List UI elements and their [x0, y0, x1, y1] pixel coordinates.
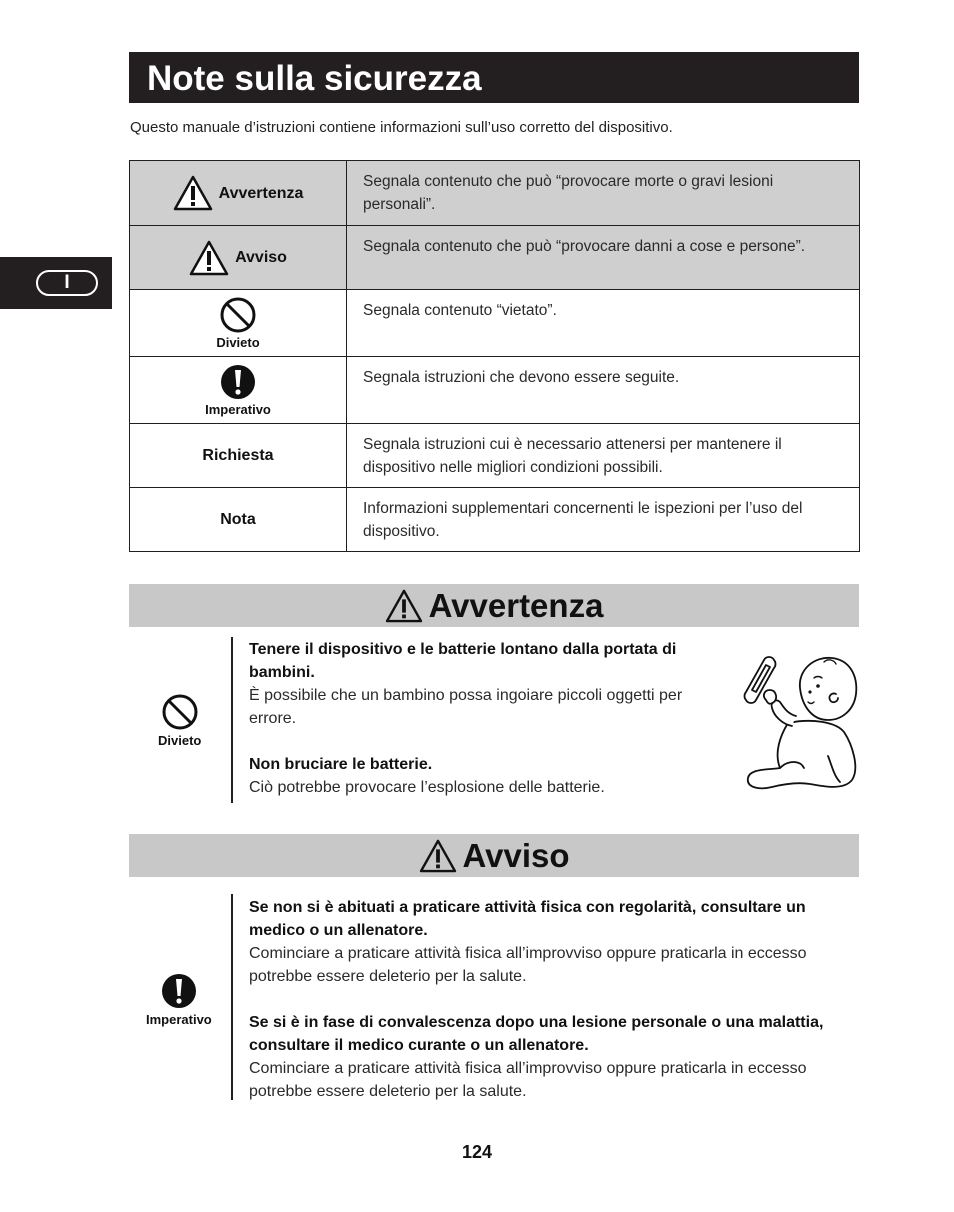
caution-item-body: Cominciare a praticare attività fisica all’improvviso oppure praticarla in eccesso potrebbe essere deleterio per la salute. — [249, 1060, 807, 1100]
legend-label: Nota — [130, 488, 347, 552]
intro-text: Questo manuale d’istruzioni contiene informazioni sull’uso corretto del dispositivo. — [130, 119, 673, 136]
prohibition-icon — [219, 296, 257, 334]
legend-label: Imperativo — [205, 402, 271, 417]
legend-description: Segnala contenuto che può “provocare morte o gravi lesioni personali”. — [347, 161, 860, 226]
page-number: 124 — [461, 1142, 493, 1162]
legend-row — [130, 226, 860, 290]
warning-triangle-icon — [385, 589, 423, 623]
symbol-legend-table — [129, 160, 860, 552]
language-tab — [0, 257, 112, 309]
warning-triangle-icon — [189, 240, 229, 276]
legend-row — [130, 488, 860, 552]
baby-with-device-illustration — [740, 648, 860, 793]
caution-section-heading — [129, 834, 859, 877]
divider — [231, 637, 233, 803]
legend-description: Segnala contenuto che può “provocare danni a cose e persone”. — [347, 226, 860, 290]
warning-triangle-icon — [173, 175, 213, 211]
warning-section-heading — [129, 584, 859, 627]
legend-row — [130, 290, 860, 357]
legend-row — [130, 161, 860, 226]
warning-section-title: Avvertenza — [428, 586, 604, 624]
prohibition-icon — [161, 693, 199, 731]
caution-symbol-label: Imperativo — [146, 1012, 212, 1027]
caution-item-title: Se si è in fase di convalescenza dopo una lesione personale o una malattia, consultare il medico curante o un allenatore. — [249, 1014, 824, 1054]
page-title: Note sulla sicurezza — [129, 52, 859, 103]
caution-text-block — [249, 896, 861, 1103]
caution-section-title: Avviso — [462, 836, 570, 874]
legend-label: Divieto — [216, 335, 260, 350]
divider — [231, 894, 233, 1100]
warning-item-title: Tenere il dispositivo e le batterie lontano dalla portata di bambini. — [249, 641, 677, 681]
warning-text-block — [249, 638, 724, 799]
warning-item-body: È possibile che un bambino possa ingoiare piccoli oggetti per errore. — [249, 687, 683, 727]
warning-item-title: Non bruciare le batterie. — [249, 756, 433, 773]
warning-symbol — [158, 693, 201, 748]
legend-description: Segnala contenuto “vietato”. — [347, 290, 860, 357]
caution-item-body: Cominciare a praticare attività fisica all’improvviso oppure praticarla in eccesso potrebbe essere deleterio per la salute. — [249, 945, 807, 985]
mandatory-exclamation-icon — [219, 363, 257, 401]
legend-label: Avviso — [235, 249, 287, 266]
legend-label: Avvertenza — [218, 184, 304, 202]
warning-symbol-label: Divieto — [158, 733, 202, 748]
caution-symbol — [146, 972, 212, 1027]
legend-description: Informazioni supplementari concernenti le ispezioni per l’uso del dispositivo. — [347, 488, 860, 552]
legend-row — [130, 424, 860, 488]
language-tab-label: I — [36, 270, 98, 296]
caution-item-title: Se non si è abituati a praticare attività fisica con regolarità, consultare un medico o un allenatore. — [249, 899, 806, 939]
mandatory-exclamation-icon — [160, 972, 198, 1010]
legend-label: Richiesta — [130, 424, 347, 488]
warning-item-body: Ciò potrebbe provocare l’esplosione delle batterie. — [249, 779, 605, 796]
warning-triangle-icon — [419, 839, 457, 873]
legend-row — [130, 357, 860, 424]
legend-description: Segnala istruzioni cui è necessario attenersi per mantenere il dispositivo nelle migliori condizioni possibili. — [347, 424, 860, 488]
legend-description: Segnala istruzioni che devono essere seguite. — [347, 357, 860, 424]
